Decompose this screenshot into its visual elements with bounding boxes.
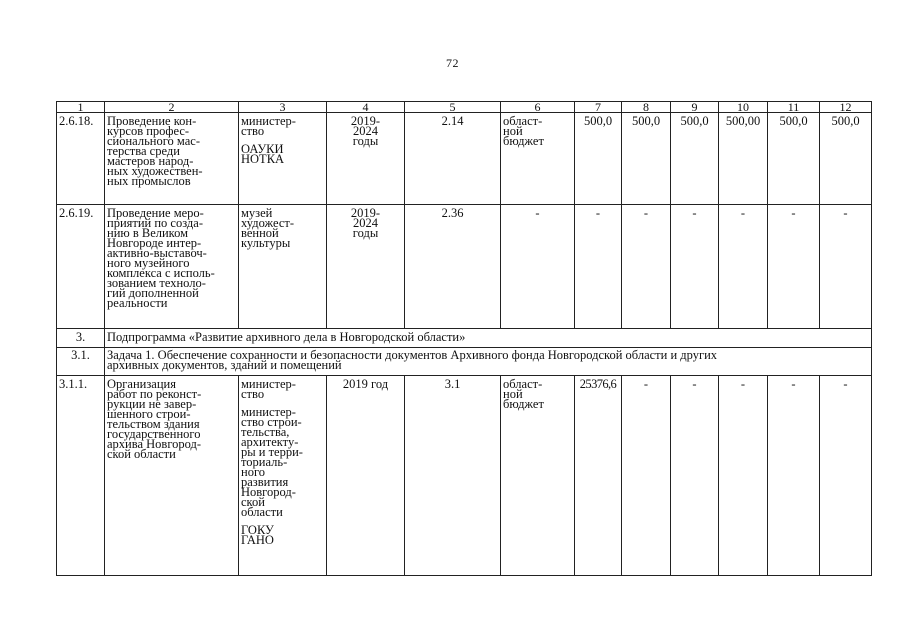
activity-name: Организация работ по реконст- рукции не завер- шенного строи- тельством здания государственного архива Новгород- ской области (105, 376, 239, 576)
column-number: 4 (327, 102, 405, 113)
funding-value: - (719, 205, 768, 329)
funding-value: - (671, 376, 719, 576)
column-number: 6 (501, 102, 575, 113)
funding-value: - (768, 376, 820, 576)
executor: ГОКУ ГАНО (241, 523, 274, 547)
funding-source: област- ной бюджет (501, 113, 575, 205)
funding-value: 500,0 (768, 113, 820, 205)
subprogram-title: Подпрограмма «Развитие архивного дела в Новгородской области» (105, 329, 872, 348)
table-row (57, 329, 872, 348)
funding-value: 500,0 (820, 113, 872, 205)
table-row (57, 376, 872, 576)
task-title: Задача 1. Обеспечение сохранности и безопасности документов Архивного фонда Новгородской области и других архивных документов, зданий и помещений (105, 348, 872, 376)
activity-name: Проведение кон- курсов профес- сионального мас- терства среди мастеров народ- ных художествен- ных промыслов (105, 113, 239, 205)
activity-name: Проведение меро- приятий по созда- нию в Великом Новгороде интер- активно-выставоч- ного музейного комплекса с исполь- зованием техноло- гий дополненной реальности (105, 205, 239, 329)
column-number: 1 (57, 102, 105, 113)
column-number: 5 (405, 102, 501, 113)
item-number: 3.1.1. (57, 376, 105, 576)
executor-cell (239, 113, 327, 205)
funding-source: - (501, 205, 575, 329)
funding-value: 500,0 (671, 113, 719, 205)
target-indicator: 2.14 (405, 113, 501, 205)
funding-value: 500,0 (575, 113, 622, 205)
target-indicator: 2.36 (405, 205, 501, 329)
column-number: 9 (671, 102, 719, 113)
term: 2019- 2024 годы (327, 113, 405, 205)
funding-value: - (820, 205, 872, 329)
table-row (57, 205, 872, 329)
page-number: 72 (446, 56, 459, 70)
column-number: 11 (768, 102, 820, 113)
table-row (57, 348, 872, 376)
executor: музей художест- венной культуры (239, 205, 327, 329)
column-number: 10 (719, 102, 768, 113)
funding-value: - (768, 205, 820, 329)
funding-value: - (622, 376, 671, 576)
executor: министер- ство (241, 114, 296, 138)
executor-cell (239, 376, 327, 576)
funding-value: - (671, 205, 719, 329)
funding-value: - (719, 376, 768, 576)
funding-value: - (820, 376, 872, 576)
column-number-row (57, 102, 872, 113)
column-number: 12 (820, 102, 872, 113)
program-table (56, 101, 872, 576)
column-number: 8 (622, 102, 671, 113)
column-number: 3 (239, 102, 327, 113)
funding-source: област- ной бюджет (501, 376, 575, 576)
item-number: 3. (57, 329, 105, 348)
funding-value: 25376,6 (575, 376, 622, 576)
term: 2019 год (327, 376, 405, 576)
item-number: 3.1. (57, 348, 105, 376)
column-number: 2 (105, 102, 239, 113)
column-number: 7 (575, 102, 622, 113)
funding-value: - (575, 205, 622, 329)
term: 2019- 2024 годы (327, 205, 405, 329)
table-row (57, 113, 872, 205)
funding-value: 500,00 (719, 113, 768, 205)
funding-value: 500,0 (622, 113, 671, 205)
funding-value: - (622, 205, 671, 329)
target-indicator: 3.1 (405, 376, 501, 576)
executor: министер- ство строи- тельства, архитекту- ры и терри- ториаль- ного развития Новгород- ской области (241, 405, 303, 519)
item-number: 2.6.18. (57, 113, 105, 205)
executor: ОАУКИ НОТКА (241, 142, 285, 166)
executor: министер- ство (241, 377, 296, 401)
item-number: 2.6.19. (57, 205, 105, 329)
